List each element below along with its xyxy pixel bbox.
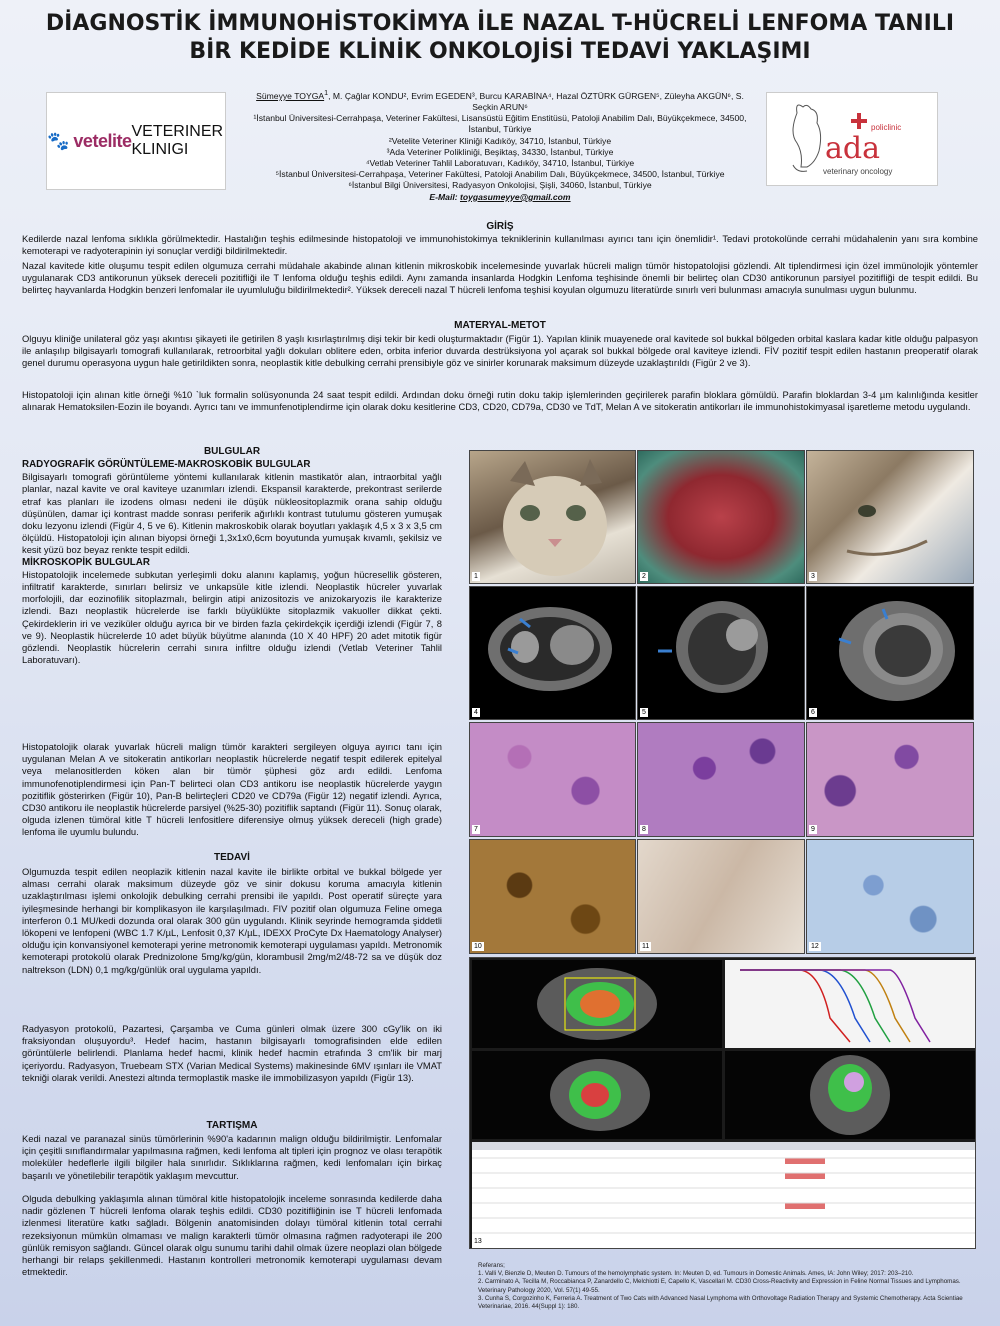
- other-authors: , M. Çağlar KONDU², Evrim EGEDEN³, Burcu KARABİNA⁴, Hazal ÖZTÜRK GÜRGEN⁵, Züleyha AKGÜN⁶, S. Seçkin ARUN⁶: [328, 90, 744, 113]
- first-author: Sümeyye TOYGA: [256, 90, 325, 101]
- affiliation: ²Vetelite Veteriner Kliniği Kadıköy, 34710, İstanbul, Türkiye: [388, 135, 612, 146]
- ada-logo-text: ada: [825, 131, 880, 166]
- giris-paragraph-2: Nazal kavitede kitle oluşumu tespit edilen olgumuza cerrahi müdahale akabinde alınan kitlenin mikroskobik incelemesinde yuvarlak hücreli malign tümör histopatolojisi gözlendi. Alt tiplendirmesi için özel immünolojik yöntemler uygulanarak CD3 antikorunun yüksek dereceli pozitifliği ile T lenfoma olduğu teşhis edildi. Aynı zamanda insanlarda Hodgkin Lenfoma teşhisinde önemli bir belirteç olan CD30 antikorunun parsiyel pozitifliği de tespit edildi. Bu belirteç hayvanlarda Hodgkin benzeri lenfomalar ile uyumluluğu bildirilmektedir². Yüksek dereceli nazal T hücreli lenfoma teşhisi koyulan olgumuzu literatürde sınırlı veri bulunması amacıyla sunulması uygun bulunmu.: [22, 260, 978, 296]
- giris-paragraph-1: Kedilerde nazal lenfoma sıklıkla görülmektedir. Hastalığın teşhis edilmesinde histopatoloji ve immunohistokimya tekniklerinin kullanılması ayırıcı tanı için önemlidir¹. Tedavi protokolünde cerrahi müdahalenin yanı sıra kombine kemoterapi ve radyoterapinin iyi sonuçlar verdiği bildirilmektedir.: [22, 233, 978, 257]
- figure-6-ct-scan: [806, 586, 974, 720]
- reference-item: 3. Cunha S, Corgozinho K, Ferreria A. Treatment of Two Cats with Advanced Nasal Lymphoma with Orthovoltage Radiation Therapy and Systemic Chemotherapy. Acta Scientiae Veterinariae, 2016. 44(Suppl 1): 180.: [478, 1294, 963, 1311]
- figure-label: 12: [811, 943, 819, 950]
- affiliation: ¹İstanbul Üniversitesi-Cerrahpaşa, Veteriner Fakültesi, Lisansüstü Eğitim Enstitüsü, Patoloji Anabilim Dalı, Büyükçekmece, 34500, İstanbul, Türkiye: [253, 113, 747, 135]
- mikroskopik-subheading: MİKROSKOPİK BULGULAR: [22, 556, 150, 568]
- email-link[interactable]: toygasumeyye@gmail.com: [459, 191, 571, 202]
- figure-9-he-histology: [806, 722, 974, 837]
- figure-7-he-histology: [469, 722, 636, 837]
- mikroskopik-paragraph: Histopatolojik incelemede subkutan yerleşimli doku alanını kaplamış, yoğun hücresellik gösteren, infiltratif karakterde, sınırları belirsiz ve unkapsüle kitle izlendi. Neoplastik hücreler yuvarlak morfolojili, dar eozinofilik sitoplazmalı, belirgin atipi anizositozis ve anizokaryozis ile karakterize izlendi. Bazı neoplastik hücrelerde ise farklı büyüklükte sitoplazmik vakuoller dikkat çekti. Çekirdeklerin iri ve veziküler olduğu ayrıca bir ve birden fazla çekirdekçik içerdiği izlendi (Figür 7, 8 ve 9). Neoplastik hücrelerde 10 adet büyük büyütme alanında (10 X 40 HPF) 20 adet mitotik figür gözlendi. Neoplastik hücrelerin cerrahi sınıra infiltre olduğu izlendi (Vetlab Veteriner Tahlil Laboratuvarı).: [22, 568, 442, 666]
- radyografik-subheading: RADYOGRAFİK GÖRÜNTÜLEME-MAKROSKOBİK BULGULAR: [22, 459, 311, 470]
- affiliation: ⁵İstanbul Üniversitesi-Cerrahpaşa, Veteriner Fakültesi, Patoloji Anabilim Dalı, Büyükçekmece, 34500, İstanbul, Türkiye: [275, 169, 725, 180]
- tedavi-paragraph-1: Olgumuzda tespit edilen neoplazik kitlenin nazal kavite ile birlikte orbital ve bukkal bölgede yer alması cerrahi olarak maksimum düzeyde göz ve sinir dokusu koruma amacıyla kitlenin uzaklaştırılması işlemi onkolojik debulking cerrahi prensibi ile yapıldı. Post operatif süreçte yara iyileşmesinde herhangi bir komplikasyon ile karşılaşılmadı. FIV pozitif olan olgumuza Feline omega interferon 0.1 MU/kedi dozunda oral olarak 300 gün uygulandı. Klinik seyrinde hemogramda şiddetli lökopeni ve lenfopeni (WBC 1.7 K/µL, Lenfosit 0,37 K/µL, IDEXX ProCyte Dx Haematology Analyser) olduğu için konvansiyonel kemoterapi yerine metronomik kemoterapi uygulaması yapıldı. Metronomik kemoterapi protokolü olarak Prednizolone 5mg/kg/gün, klorambusil 2mg/m2/48-72 sa ve düşük doz naltrekson (LDN) 0,1 mg/kg/günlük oral uygulama yapıldı.: [22, 866, 442, 975]
- figure-13-radiotherapy-plan: [469, 957, 976, 1249]
- materyal-paragraph-1: Olguyu kliniğe unilateral göz yaşı akıntısı şikayeti ile getirilen 8 yaşlı kısırlaştırılmış dişi tekir bir kedi oluşturmaktadır (Figür 1). Yapılan klinik muayenede oral kavitede sol bukkal bölgeden orbital kaslara kadar kitle olduğu palpasyon ile anlaşılıp bilgisayarlı tomografi kullanılarak, retroorbital yağlı dokuları oblitere eden, orbita inferior duvarda destrüksiyona yol açarak sol bukkal bölgede oral kaviteye izlendi. FİV pozitif tespit edilen hastanın preoperatif olarak genel durumu operasyona uygun hale getirildikten sonra, neoplastik kitle debulking cerrahi prensibiyle göz ve sinirler korunarak maksimum düzeyde uzaklaştırıldı (Figür 2 ve 3).: [22, 333, 978, 369]
- materyal-heading: MATERYAL-METOT: [454, 320, 546, 331]
- tartisma-heading: TARTIŞMA: [206, 1120, 258, 1131]
- references: [478, 1262, 978, 1311]
- figure-label: 11: [642, 943, 650, 950]
- tedavi-heading: TEDAVİ: [214, 852, 250, 863]
- figure-label: 1: [474, 573, 478, 580]
- figure-12-cd79a-ihc: [806, 839, 974, 954]
- poster-title-line1: DİAGNOSTİK İMMUNOHİSTOKİMYA İLE NAZAL T-HÜCRELİ LENFOMA TANILI: [45, 11, 955, 36]
- ada-logo: [766, 92, 938, 186]
- paw-icon: 🐾: [47, 130, 70, 151]
- affiliation: ³Ada Veteriner Polikliniği, Beşiktaş, 34330, İstanbul, Türkiye: [386, 146, 614, 157]
- tartisma-paragraph-1: Kedi nazal ve paranazal sinüs tümörlerinin %90'a kadarının malign olduğu bildirilmiştir. Lenfomalar için çeşitli sınıflandırmalar yapılmasına rağmen, kedi lenfoma alt tipleri için prognoz ve olası terapötik moleküler hedeflerle ilgili bilgiler hala sınırlıdır. Sıklıklarına rağmen, kedi lenfomaları için birkaç başarılı ve yönetilebilir terapötik yaklaşım mevcuttur.: [22, 1133, 442, 1181]
- bulgular-ihc-paragraph: Histopatolojik olarak yuvarlak hücreli malign tümör karakteri sergileyen olguya ayırıcı tanı için uygulanan Melan A ve sitokeratin antikorları neoplastik hücrelerde negatif tespit edilerek epitelyal veya melanositlerden köken alan bir tümör şüphesi göz ardı edildi. Lenfoma immunofenotiplendirmesi için Pan-T belirteci olan CD3 antikoru ise neoplastik hücrelerde yaygın pozitiflik gösterirken (Figür 10), Pan-B belirteçleri CD20 ve CD79a (Figür 12) negatif izlendi. Ayrıca, CD30 antikoru ile neoplastik hücrelerde parsiyel (%25-30) pozitiflik saptandı (Figür 11). Sonuç olarak, olguda izlenen tümöral kitle T hücreli lenfositlere diferensiye olmuş yüksek dereceli (high grade) lenfoma ile uyumlu bulundu.: [22, 741, 442, 838]
- references-heading: Referans;: [478, 1262, 505, 1269]
- reference-item: 2. Carminato A, Tecilla M, Roccabianca P, Zanardello C, Melchiotti E, Capello K, Vascellari M. CD30 Cross-Reactivity and Expression in Feline Normal Tissues and Lymphomas. Veterinary Pathology 2020, Vol. 57(1) 49-55.: [478, 1278, 961, 1294]
- figure-label: 6: [811, 709, 815, 716]
- materyal-paragraph-2: Histopatoloji için alınan kitle örneği %10 `luk formalin solüsyonunda 24 saat tespit edildi. Ardından doku örneği rutin doku takip işlemlerinden geçirilerek parafin bloklara gömüldü. Parafin bloklardan 3-4 µm kalınlığında kesitler alınarak Hematoksilen-Eozin ile boyandı. Ayrıcı tanı ve immunfenotiplendirme için olarak doku kesitlerine CD3, CD20, CD79a, CD30 ve TdT, Melan A ve sitokeratin antikorları ile immunohistokimyasal işaretleme metodu uygulandı.: [22, 389, 978, 413]
- tartisma-paragraph-2: Olguda debulking yaklaşımla alınan tümöral kitle histopatolojik inceleme sonrasında kedilerde daha nadir gözlenen T hücreli lenfoma olarak teşhis edildi. CD30 pozitifliğinin ise T hücreli lenfomada izlenmesi literatüre katkı sağladı. Bölgenin anatomisinden dolayı tümöral kitlenin total cerrahi rezeksiyonun mümkün olmaması ve malign karakterli tümör olmasına rağmen radyoterapi ile 200 günlük remisyon sağlandı. Güncel olarak olgu sunumu tarihi dahil olmak üzere neoplazi olan bölgede herhangi bir relaps şekillenmedi. Hastanın kontrolleri metronomik kemoterapi uygulaması devam etmektedir.: [22, 1193, 442, 1278]
- figure-label: 7: [474, 826, 478, 833]
- figure-label: 10: [474, 943, 482, 950]
- radyografik-paragraph: Bilgisayarlı tomografi görüntüleme yöntemi kullanılarak kitlenin mastikatör alan, intraorbital yağlı planlar, nazal kavite ve oral kaviteye uzanımları izlendi. Ekspansil karakterde, prekontrast serilerde etraf kas planları ile izodens olması nedeni ile düşük nükleositoplazmik orana sahip olduğu düşünülen, damar içi kontrast madde sonrası periferik ağırlıklı kontrast tutulumu gösteren yumuşak doku lezyonu izlendi (Figür 4, 5 ve 6). Kitlenin makroskobik olarak boyutları yaklaşık 4,5 x 3 x 3,5 cm ölçüldü. Histopatoloji için alınan biyopsi örneği 1,3x1x0,6cm boyutunda yumuşak kıvamlı, şekilsiz ve kesit yüzü boz beyaz renkte tespit edildi.: [22, 471, 442, 556]
- giris-heading: GİRİŞ: [486, 221, 514, 232]
- tedavi-paragraph-2: Radyasyon protokolü, Pazartesi, Çarşamba ve Cuma günleri olmak üzere 300 cGy'lik on iki fraksiyondan oluşuyordu³. Hedef hacim, hastanın bilgisayarlı tomografisinden elde edilen görüntülerle belirlendi. Planlama hedef hacmi, klinik hedef hacmin etrafında 3 cm'lik bir marj içeriyordu. Radyasyon, Truebeam STX (Varian Medical Systems) makinesinde 6MV ışınları ile VMAT tekniği olarak verildi. Anestezi altında termoplastik maske ile immobilizasyon yapıldı (Figür 13).: [22, 1023, 442, 1083]
- poster-title-line2: BİR KEDİDE KLİNİK ONKOLOJİSİ TEDAVİ YAKLAŞIMI: [189, 39, 811, 64]
- vetelite-logo-text: vetelite: [73, 130, 132, 151]
- reference-item: 1. Valli V, Bienzle D, Meuten D. Tumours of the hemolymphatic system. In: Meuten D, ed. Tumours in Domestic Animals. Ames, IA: John Wiley; 2017: 203–210.: [478, 1270, 914, 1278]
- affiliation: ⁶İstanbul Bilgi Üniversitesi, Radyasyon Onkolojisi, Şişli, 34060, İstanbul, Türkiye: [348, 180, 652, 191]
- poster-title: [0, 10, 1000, 66]
- figure-label: 8: [642, 826, 646, 833]
- figure-label: 13: [474, 1238, 482, 1245]
- bulgular-heading: BULGULAR: [203, 446, 261, 457]
- first-author-sup: 1: [324, 89, 329, 97]
- figure-label: 3: [811, 573, 815, 580]
- email-label: E-Mail:: [429, 191, 458, 202]
- figure-label: 4: [474, 709, 478, 716]
- figure-2-surgery-photo: [637, 450, 805, 584]
- figure-label: 9: [811, 826, 815, 833]
- figure-5-ct-scan: [637, 586, 805, 720]
- vetelite-logo-subtext: VETERINER KLINIGI: [131, 123, 224, 158]
- figure-label: 5: [642, 709, 646, 716]
- figure-label: 2: [642, 573, 646, 580]
- figure-4-ct-scan: [469, 586, 636, 720]
- authors-block: [245, 88, 755, 203]
- figure-1-cat-photo: [469, 450, 636, 584]
- ada-logo-badge: policlinic: [871, 123, 902, 132]
- figure-3-cat-postop-photo: [806, 450, 974, 584]
- figure-8-he-histology: [637, 722, 805, 837]
- vetelite-logo: [46, 92, 226, 190]
- ada-logo-subtext: veterinary oncology: [823, 167, 893, 176]
- affiliation: ⁴Vetlab Veteriner Tahlil Laboratuvarı, Kadıköy, 34710, İstanbul, Türkiye: [365, 158, 635, 169]
- figure-10-cd3-ihc: [469, 839, 636, 954]
- bulgular-radyografik: [22, 459, 442, 666]
- figure-11-cd30-ihc: [637, 839, 805, 954]
